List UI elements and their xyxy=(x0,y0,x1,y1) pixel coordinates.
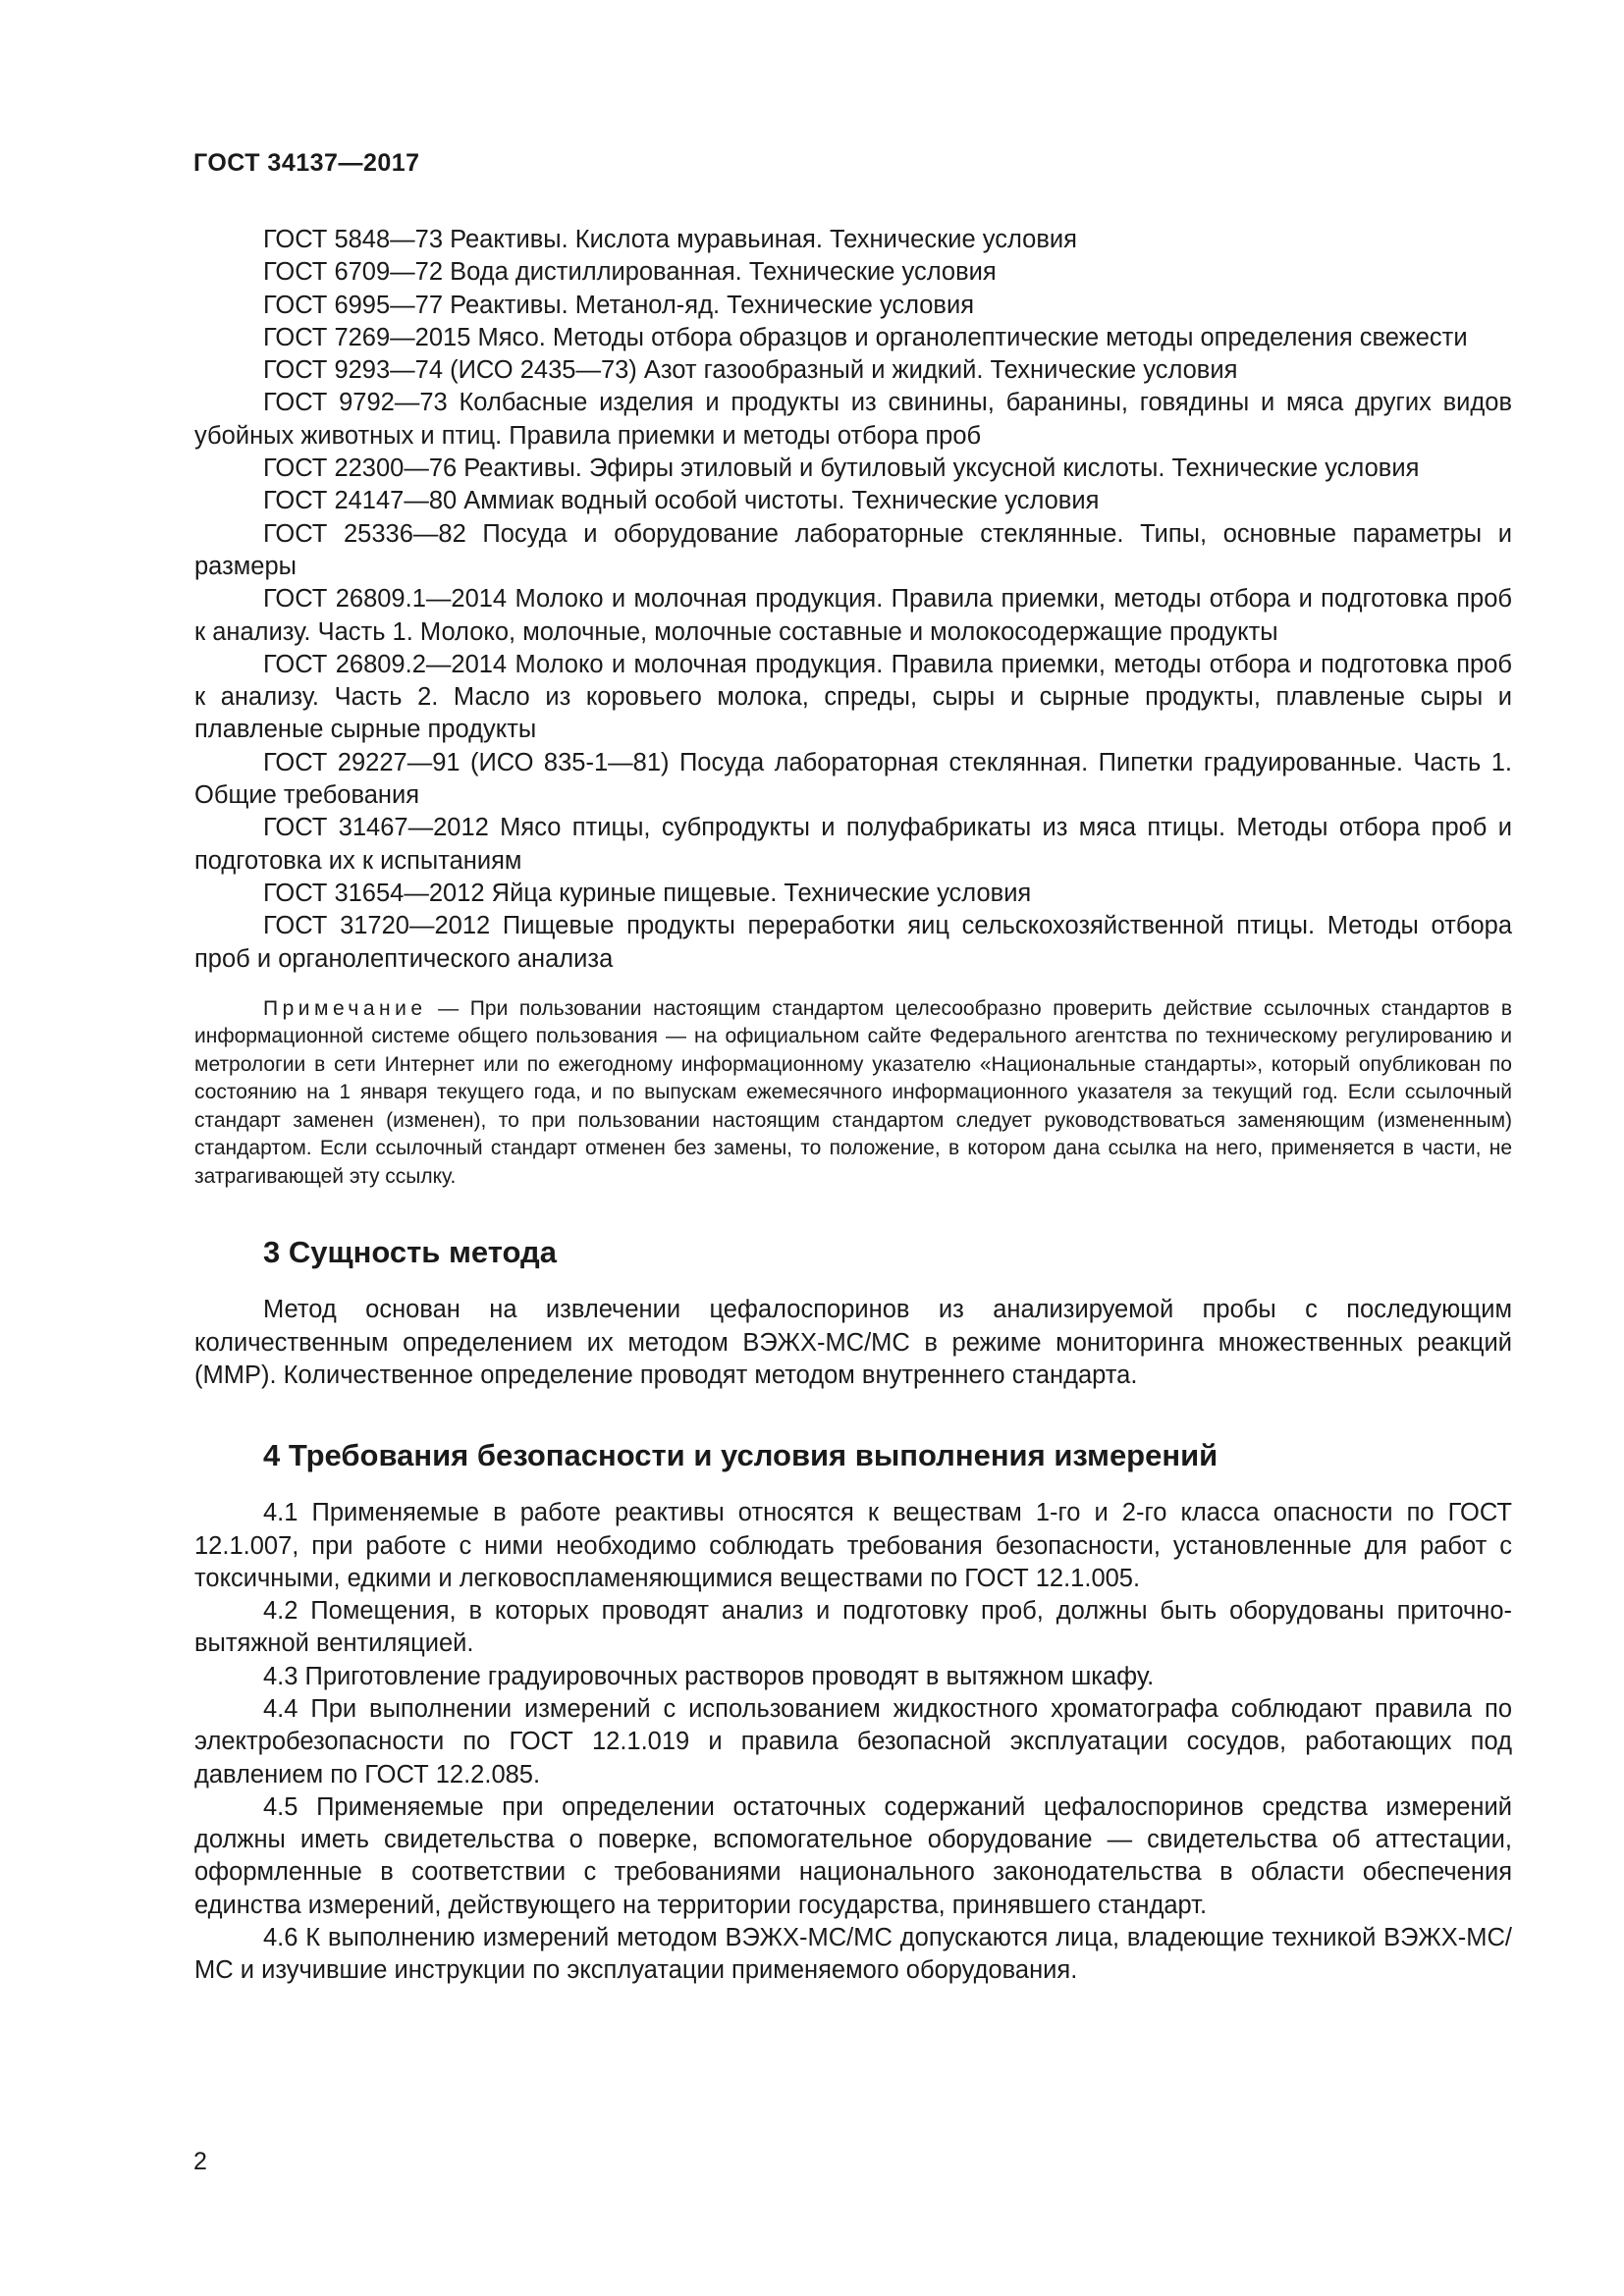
reference-item: ГОСТ 29227—91 (ИСО 835-1—81) Посуда лабораторная стеклянная. Пипетки градуированные. Часть 1. Общие требования xyxy=(194,748,1512,810)
clause-4-2: 4.2 Помещения, в которых проводят анализ и подготовку проб, должны быть оборудованы приточно-вытяжной вентиляцией. xyxy=(194,1597,1512,1658)
reference-item: ГОСТ 26809.1—2014 Молоко и молочная продукция. Правила приемки, методы отбора и подготовка проб к анализу. Часть 1. Молоко, молочные, молочные составные и молокосодержащие продукты xyxy=(194,585,1512,646)
reference-item: ГОСТ 26809.2—2014 Молоко и молочная продукция. Правила приемки, методы отбора и подготовка проб к анализу. Часть 2. Масло из коровьего молока, спреды, сыры и сырные продукты, плавленые сыры и плавленые сырные продукты xyxy=(194,650,1512,744)
reference-item: ГОСТ 9792—73 Колбасные изделия и продукты из свинины, баранины, говядины и мяса других видов убойных животных и птиц. Правила приемки и методы отбора проб xyxy=(194,389,1512,450)
reference-item: ГОСТ 6995—77 Реактивы. Метанол-яд. Технические условия xyxy=(263,291,975,319)
document-body xyxy=(194,224,1512,1988)
reference-item: ГОСТ 6709—72 Вода дистиллированная. Технические условия xyxy=(263,258,997,287)
reference-item: ГОСТ 22300—76 Реактивы. Эфиры этиловый и бутиловый уксусной кислоты. Технические условия xyxy=(263,454,1420,483)
reference-item: ГОСТ 9293—74 (ИСО 2435—73) Азот газообразный и жидкий. Технические условия xyxy=(263,356,1238,385)
note-text: — При пользовании настоящим стандартом целесообразно проверить действие ссылочных стандартов в информационной системе общего пользования — на официальном сайте Федерального агентства по техническому регулированию и метрологии в сети Интернет или по ежегодному информационному указателю «Национальные стандарты», который опубликован по состоянию на 1 января текущего года, и по выпускам ежемесячного информационного указателя за текущий год. Если ссылочный стандарт заменен (изменен), то при пользовании настоящим стандартом следует руководствоваться заменяющим (измененным) стандартом. Если ссылочный стандарт отменен без замены, то положение, в котором дана ссылка на него, применяется в части, не затрагивающей эту ссылку. xyxy=(194,996,1512,1188)
clause-4-6: 4.6 К выполнению измерений методом ВЭЖХ-МС/МС допускаются лица, владеющие техникой ВЭЖХ-МС/МС и изучившие инструкции по эксплуатации применяемого оборудования. xyxy=(194,1924,1512,1985)
reference-item: ГОСТ 5848—73 Реактивы. Кислота муравьиная. Технические условия xyxy=(263,226,1077,253)
clause-4-1: 4.1 Применяемые в работе реактивы относятся к веществам 1-го и 2-го класса опасности по ГОСТ 12.1.007, при работе с ними необходимо соблюдать требования безопасности, установленные для работ с токсичными, едкими и легковоспламеняющимися веществами по ГОСТ 12.1.005. xyxy=(194,1499,1512,1592)
references-list xyxy=(194,224,1512,976)
clause-4-5: 4.5 Применяемые при определении остаточных содержаний цефалоспоринов средства измерений должны иметь свидетельства о поверке, вспомогательное оборудование — свидетельства об аттестации, оформленные в соответствии с требованиями национального законодательства в области обеспечения единства измерений, действующего на территории государства, принявшего стандарт. xyxy=(194,1792,1512,1919)
page-header: ГОСТ 34137—2017 xyxy=(193,149,420,177)
page-number: 2 xyxy=(193,2148,207,2175)
reference-item: ГОСТ 24147—80 Аммиак водный особой чистоты. Технические условия xyxy=(263,487,1100,515)
section-4-title: 4 Требования безопасности и условия выполнения измерений xyxy=(263,1438,1218,1473)
reference-item: ГОСТ 25336—82 Посуда и оборудование лабораторные стеклянные. Типы, основные параметры и размеры xyxy=(194,519,1512,580)
reference-item: ГОСТ 31467—2012 Мясо птицы, субпродукты и полуфабрикаты из мяса птицы. Методы отбора проб и подготовка их к испытаниям xyxy=(194,814,1512,875)
section-3-title: 3 Сущность метода xyxy=(263,1235,557,1270)
reference-item: ГОСТ 31720—2012 Пищевые продукты переработки яиц сельскохозяйственной птицы. Методы отбора проб и органолептического анализа xyxy=(194,912,1512,973)
note-paragraph xyxy=(194,995,1512,1192)
reference-item: ГОСТ 7269—2015 Мясо. Методы отбора образцов и органолептические методы определения свежести xyxy=(263,323,1468,351)
clause-4-4: 4.4 При выполнении измерений с использованием жидкостного хроматографа соблюдают правила по электробезопасности по ГОСТ 12.1.019 и правила безопасной эксплуатации сосудов, работающих под давлением по ГОСТ 12.2.085. xyxy=(194,1695,1512,1789)
section-3-text: Метод основан на извлечении цефалоспоринов из анализируемой пробы с последующим количественным определением их методом ВЭЖХ-МС/МС в режиме мониторинга множественных реакций (ММР). Количественное определение проводят методом внутреннего стандарта. xyxy=(194,1296,1512,1389)
reference-item: ГОСТ 31654—2012 Яйца куриные пищевые. Технические условия xyxy=(263,879,1032,907)
clause-4-3: 4.3 Приготовление градуировочных растворов проводят в вытяжном шкафу. xyxy=(263,1662,1155,1690)
note-label: Примечание xyxy=(263,996,427,1020)
section-4-items xyxy=(194,1497,1512,1987)
